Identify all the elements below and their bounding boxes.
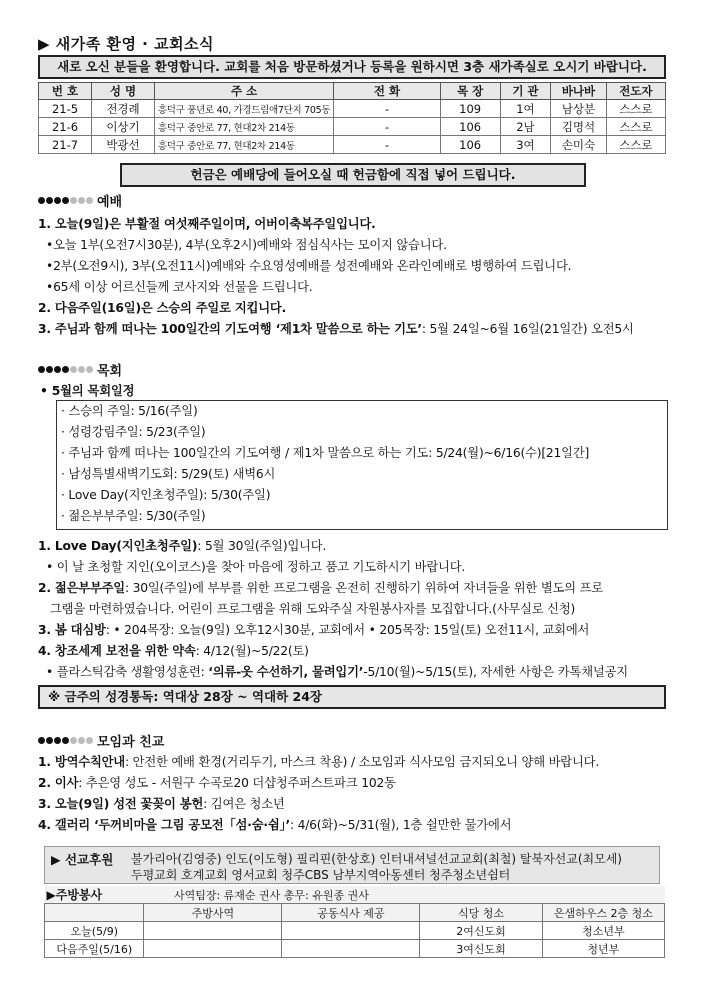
newcomer-banner: 새로 오신 분들을 환영합니다. 교회를 처음 방문하셨거나 등록을 원하시면 3층 새가족실로 오시기 바랍니다.	[38, 55, 666, 79]
table-cell: 흥덕구 풍년로 40, 가경드림애7단지 705동	[154, 100, 333, 118]
pastoral-item-cont: 그램을 마련하였습니다. 어린이 프로그램을 위해 도와주실 자원봉사자를 모집합니다.(사무실로 신청)	[50, 602, 576, 616]
table-row	[39, 118, 666, 136]
table-cell	[282, 922, 420, 940]
table-cell: 106	[440, 136, 500, 154]
table-cell: 2여신도회	[420, 922, 542, 940]
dots-icon	[38, 737, 93, 744]
table-cell: 흥덕구 중안로 77, 현대2차 214동	[154, 136, 333, 154]
table-cell: 김명석	[551, 118, 607, 136]
table-cell: 스스로	[606, 100, 665, 118]
worship-item: 3. 주님과 함께 떠나는 100일간의 기도여행 ‘제1차 말씀으로 하는 기도’: 5월 24일~6월 16일(21일간) 오전5시	[38, 322, 634, 336]
table-cell: 남상분	[551, 100, 607, 118]
mission-line: 두평교회 호계교회 영서교회 청주CBS 남부지역아동센터 청주청소년쉼터	[131, 868, 511, 882]
column-header: 번 호	[39, 83, 92, 100]
table-cell: -	[334, 136, 440, 154]
worship-subitem: •오늘 1부(오전7시30분), 4부(오후2시)예배와 점심식사는 모이지 않습니다.	[46, 238, 447, 252]
table-cell: 스스로	[606, 118, 665, 136]
worship-subitem: •2부(오전9시), 3부(오전11시)예배와 수요영성예배를 성전예배와 온라인예배로 병행하여 드립니다.	[46, 259, 572, 273]
table-cell: 21-7	[39, 136, 92, 154]
gathering-item: 1. 방역수칙안내: 안전한 예배 환경(거리두기, 마스크 착용) / 소모임과 식사모임 금지되오니 양해 바랍니다.	[38, 755, 600, 769]
column-header: 식당 청소	[420, 904, 542, 922]
pastoral-subitem: • 이 날 초청할 지인(오이코스)을 찾아 마음에 정하고 품고 기도하시기 바랍니다.	[46, 560, 466, 574]
table-row	[45, 940, 665, 958]
dots-icon	[38, 366, 93, 373]
table-row	[45, 922, 665, 940]
schedule-title: • 5월의 목회일정	[40, 384, 135, 398]
gathering-heading	[38, 731, 164, 750]
worship-heading	[38, 191, 122, 210]
table-cell: 손미숙	[551, 136, 607, 154]
pastoral-item: 1. Love Day(지인초청주일): 5월 30일(주일)입니다.	[38, 539, 327, 553]
schedule-item: · 남성특별새벽기도회: 5/29(토) 새벽6시	[61, 467, 276, 481]
table-header-row	[39, 83, 666, 100]
pastoral-item: 3. 봄 대심방: • 204목장: 오늘(9일) 오후12시30분, 교회에서 • 205목장: 15일(토) 오전11시, 교회에서	[38, 623, 590, 637]
schedule-item: · Love Day(지인초청주일): 5/30(주일)	[61, 488, 271, 502]
column-header: 공동식사 제공	[282, 904, 420, 922]
section-heading: 목회	[97, 364, 123, 379]
table-cell: 청소년부	[542, 922, 664, 940]
table-cell: 3여신도회	[420, 940, 542, 958]
gathering-item: 2. 이사: 추은영 성도 - 서원구 수곡로20 더샵청주퍼스트파크 102동	[38, 776, 396, 790]
column-header: 전 화	[334, 83, 440, 100]
column-header	[45, 904, 144, 922]
schedule-item: · 스승의 주일: 5/16(주일)	[61, 404, 198, 418]
column-header: 은샘하우스 2층 청소	[542, 904, 664, 922]
table-cell: 1여	[500, 100, 551, 118]
table-cell: 흥덕구 중안로 77, 현대2차 214동	[154, 118, 333, 136]
table-cell: 109	[440, 100, 500, 118]
offering-notice: 헌금은 예배당에 들어오실 때 헌금함에 직접 넣어 드립니다.	[120, 163, 586, 187]
table-cell: 청년부	[542, 940, 664, 958]
pastoral-subitem: • 플라스틱감축 생활영성훈련: ‘의류-옷 수선하기, 물려입기’-5/10(월)~5/15(토), 자세한 사항은 카톡채널공지	[46, 665, 628, 679]
table-cell: 스스로	[606, 136, 665, 154]
column-header: 주방사역	[144, 904, 282, 922]
schedule-item: · 성령강림주일: 5/23(주일)	[61, 425, 206, 439]
section-heading: 모임과 친교	[97, 735, 165, 750]
pastoral-item: 2. 젊은부부주일: 30일(주일)에 부부를 위한 프로그램을 온전히 진행하기 위하여 자녀들을 위한 별도의 프로	[38, 581, 603, 595]
table-cell: -	[334, 118, 440, 136]
mission-support-box	[44, 846, 660, 884]
kitchen-staff: 사역팀장: 류재순 권사 총무: 유원종 권사	[144, 886, 665, 904]
column-header: 바나바	[551, 83, 607, 100]
table-cell: 다음주일(5/16)	[45, 940, 144, 958]
table-cell	[282, 940, 420, 958]
schedule-item: · 주님과 함께 떠나는 100일간의 기도여행 / 제1차 말씀으로 하는 기도: 5/24(월)~6/16(수)[21일간]	[61, 446, 590, 460]
column-header: 성 명	[92, 83, 155, 100]
newcomer-title: ▶ 새가족 환영 · 교회소식	[38, 35, 215, 53]
mission-line: 불가리아(김영중) 인도(이도형) 필리핀(한상호) 인터내셔널선교교회(최철) 탈북자선교(최모세)	[131, 852, 622, 866]
table-cell: 이상기	[92, 118, 155, 136]
pastoral-item: 4. 창조세계 보전을 위한 약속: 4/12(월)~5/22(토)	[38, 644, 309, 658]
gathering-item: 3. 오늘(9일) 성전 꽃꽂이 봉헌: 김여은 청소년	[38, 797, 285, 811]
pastoral-heading	[38, 360, 122, 379]
table-cell: 오늘(5/9)	[45, 922, 144, 940]
column-header: 기 관	[500, 83, 551, 100]
kitchen-header-row	[45, 886, 665, 904]
kitchen-service-table	[44, 886, 665, 958]
table-cell: 21-6	[39, 118, 92, 136]
schedule-item: · 젊은부부주일: 5/30(주일)	[61, 509, 206, 523]
table-header-row	[45, 904, 665, 922]
gathering-item: 4. 갤러리 ‘두꺼비마을 그림 공모전「섬·숨·쉼」’: 4/6(화)~5/31(월), 1층 쉴만한 물가에서	[38, 818, 512, 832]
worship-item: 2. 다음주일(16일)은 스승의 주일로 지킵니다.	[38, 301, 287, 315]
table-row	[39, 136, 666, 154]
table-row	[39, 100, 666, 118]
table-cell: 2남	[500, 118, 551, 136]
newcomer-table	[38, 82, 666, 154]
table-cell: -	[334, 100, 440, 118]
column-header: 목 장	[440, 83, 500, 100]
column-header: 주 소	[154, 83, 333, 100]
section-heading: 예배	[97, 195, 123, 210]
table-cell	[144, 922, 282, 940]
kitchen-label: ▶주방봉사	[45, 886, 144, 904]
column-header: 전도자	[606, 83, 665, 100]
worship-subitem: •65세 이상 어르신들께 코사지와 선물을 드립니다.	[46, 280, 313, 294]
schedule-box	[56, 400, 668, 530]
table-cell	[144, 940, 282, 958]
table-cell: 3여	[500, 136, 551, 154]
table-cell: 21-5	[39, 100, 92, 118]
worship-item: 1. 오늘(9일)은 부활절 여섯째주일이며, 어버이축복주일입니다.	[38, 217, 376, 231]
dots-icon	[38, 197, 93, 204]
table-cell: 106	[440, 118, 500, 136]
bible-reading-box: ※ 금주의 성경통독: 역대상 28장 ~ 역대하 24장	[38, 685, 666, 709]
table-cell: 박광선	[92, 136, 155, 154]
mission-label: ▶ 선교후원	[51, 852, 114, 867]
table-cell: 전경례	[92, 100, 155, 118]
